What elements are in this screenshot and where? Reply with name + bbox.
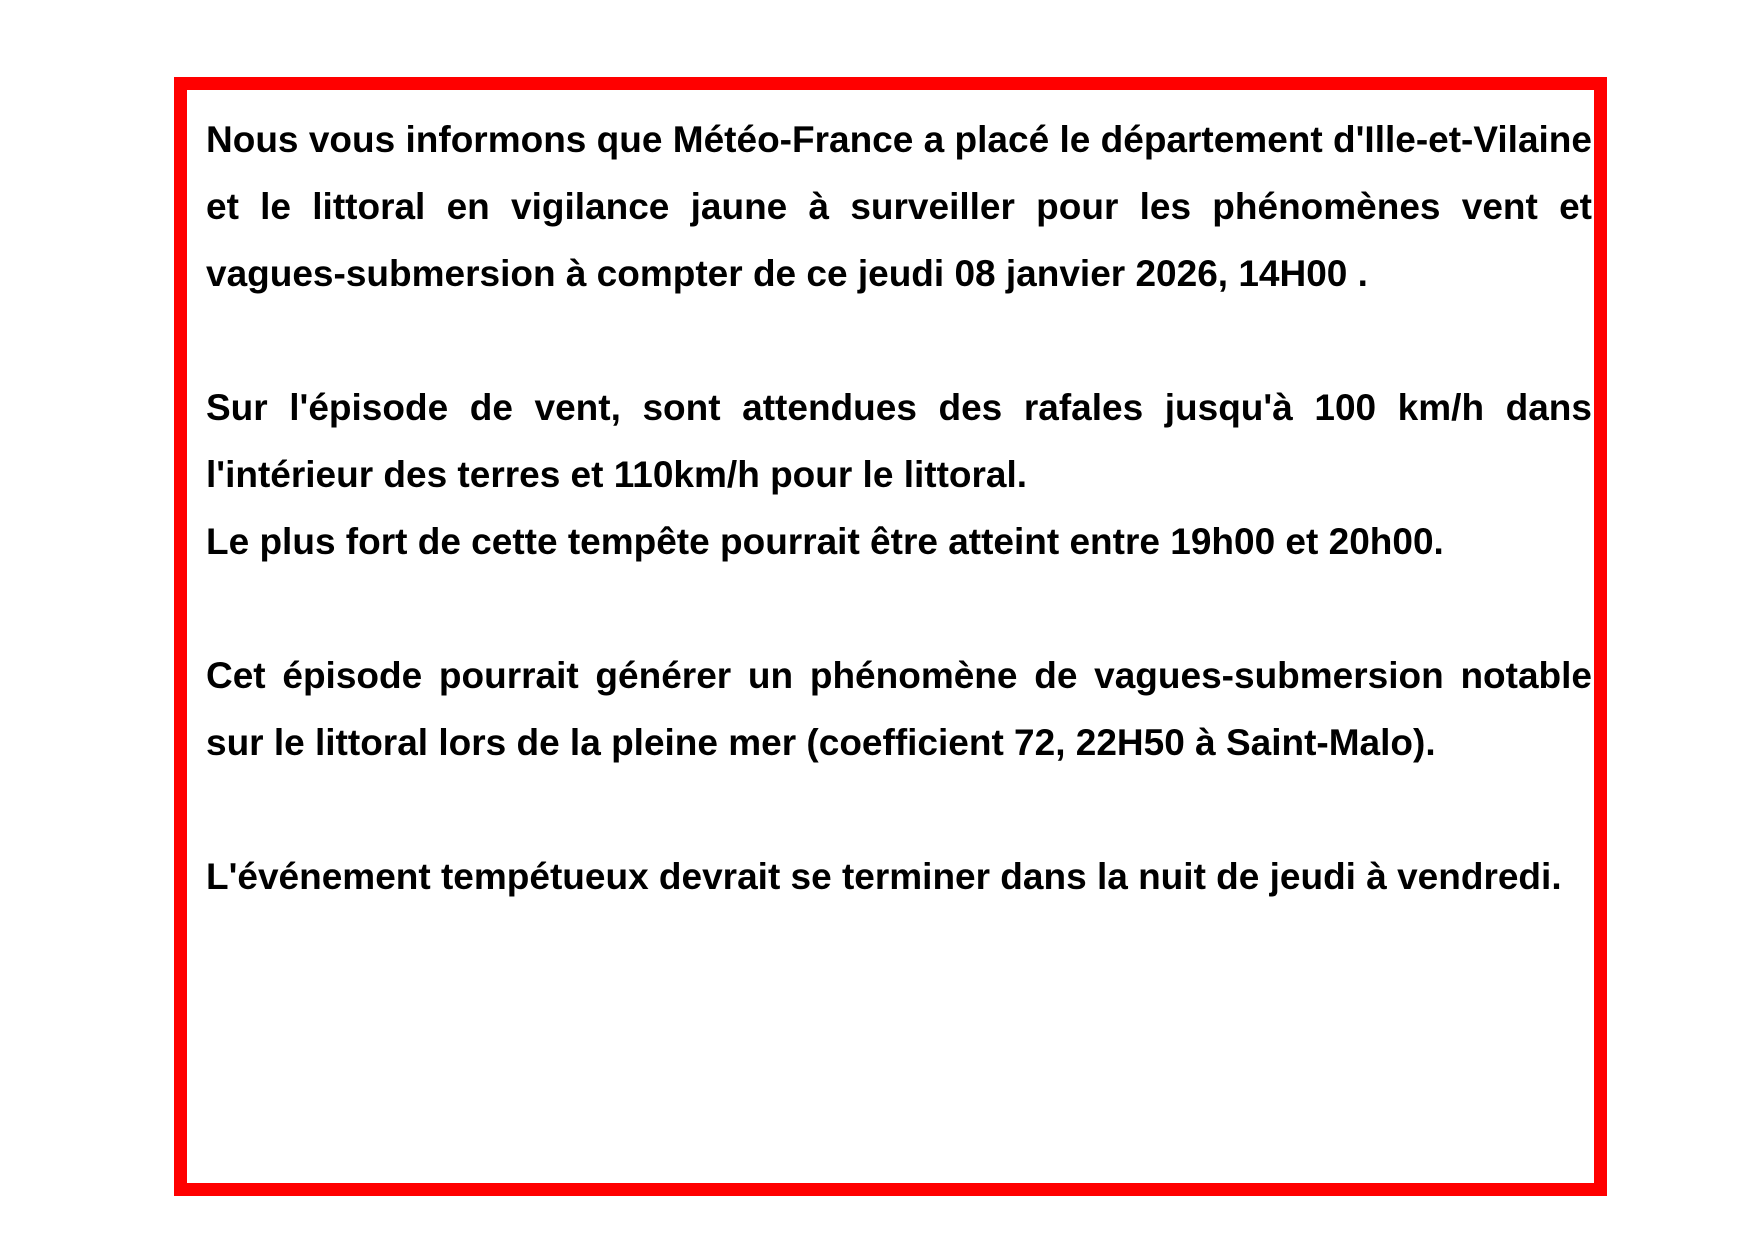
- paragraph-vigilance: Nous vous informons que Météo-France a placé le département d'Ille-et-Vilaine et le littoral en vigilance jaune à surveiller pour les phénomènes vent et vagues-submersion à compter de ce jeudi 08 janvier 2026, 14H00 .: [206, 119, 1592, 294]
- paragraph-spacer: [206, 307, 1592, 374]
- paragraph-spacer: [206, 776, 1592, 843]
- paragraph-storm-peak: Le plus fort de cette tempête pourrait être atteint entre 19h00 et 20h00.: [206, 521, 1444, 562]
- paragraph-wind-gusts: Sur l'épisode de vent, sont attendues des rafales jusqu'à 100 km/h dans l'intérieur des terres et 110km/h pour le littoral.: [206, 387, 1592, 495]
- alert-notice-frame: [174, 77, 1607, 1196]
- paragraph-spacer: [206, 575, 1592, 642]
- notice-body: [206, 106, 1592, 910]
- paragraph-end-of-event: L'événement tempétueux devrait se terminer dans la nuit de jeudi à vendredi.: [206, 856, 1562, 897]
- paragraph-submersion: Cet épisode pourrait générer un phénomène de vagues-submersion notable sur le littoral lors de la pleine mer (coefficient 72, 22H50 à Saint-Malo).: [206, 655, 1592, 763]
